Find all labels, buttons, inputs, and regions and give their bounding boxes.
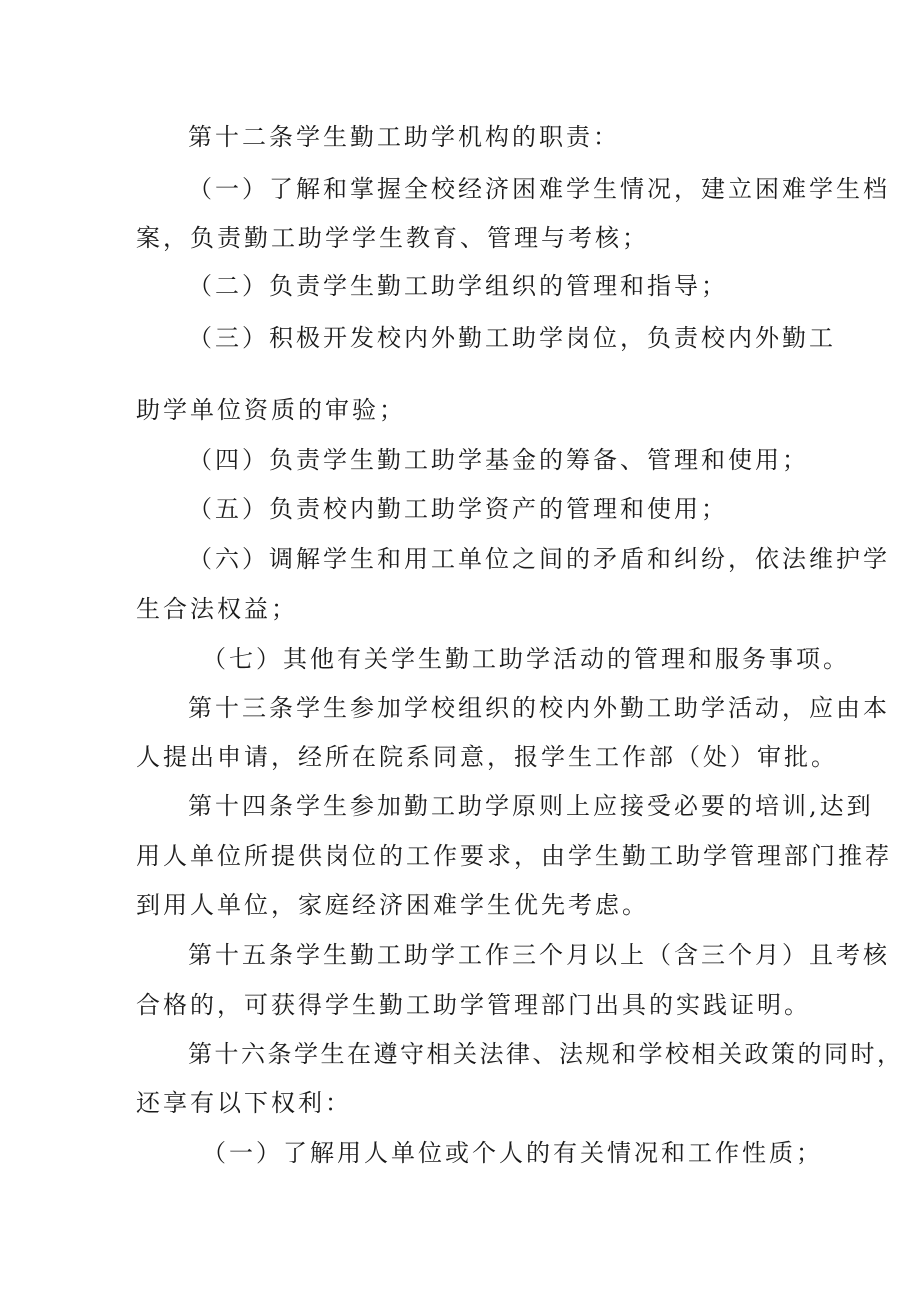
text-line: 第十二条学生勤工助学机构的职责： bbox=[188, 123, 620, 151]
text-line: （二）负责学生勤工助学组织的管理和指导； bbox=[188, 272, 728, 300]
text-line: 第十六条学生在遵守相关法律、法规和学校相关政策的同时， bbox=[188, 1040, 904, 1068]
text-line: 案，负责勤工助学学生教育、管理与考核； bbox=[136, 224, 649, 252]
text-line: 到用人单位，家庭经济困难学生优先考虑。 bbox=[136, 891, 649, 919]
text-line: （一）了解用人单位或个人的有关情况和工作性质； bbox=[202, 1139, 823, 1167]
text-line: （五）负责校内勤工助学资产的管理和使用； bbox=[188, 495, 728, 523]
text-line: （四）负责学生勤工助学基金的筹备、管理和使用； bbox=[188, 446, 809, 474]
text-line: 助学单位资质的审验； bbox=[136, 396, 406, 424]
text-line: 合格的，可获得学生勤工助学管理部门出具的实践证明。 bbox=[136, 991, 811, 1019]
text-line: （一）了解和掌握全校经济困难学生情况，建立困难学生档 bbox=[188, 175, 890, 203]
text-line: 第十三条学生参加学校组织的校内外勤工助学活动，应由本 bbox=[188, 694, 890, 722]
text-line: 用人单位所提供岗位的工作要求，由学生勤工助学管理部门推荐 bbox=[136, 842, 892, 870]
text-line: （六）调解学生和用工单位之间的矛盾和纠纷，依法维护学 bbox=[188, 545, 890, 573]
text-line: 第十四条学生参加勤工助学原则上应接受必要的培训,达到 bbox=[188, 792, 874, 820]
text-line: （七）其他有关学生勤工助学活动的管理和服务事项。 bbox=[202, 645, 850, 673]
text-line: 生合法权益； bbox=[136, 595, 298, 623]
text-line: 第十五条学生勤工助学工作三个月以上（含三个月）且考核 bbox=[188, 941, 890, 969]
text-line: 人提出申请，经所在院系同意，报学生工作部（处）审批。 bbox=[136, 743, 838, 771]
text-line: （三）积极开发校内外勤工助学岗位，负责校内外勤工 bbox=[188, 324, 836, 352]
text-line: 还享有以下权利： bbox=[136, 1089, 352, 1117]
